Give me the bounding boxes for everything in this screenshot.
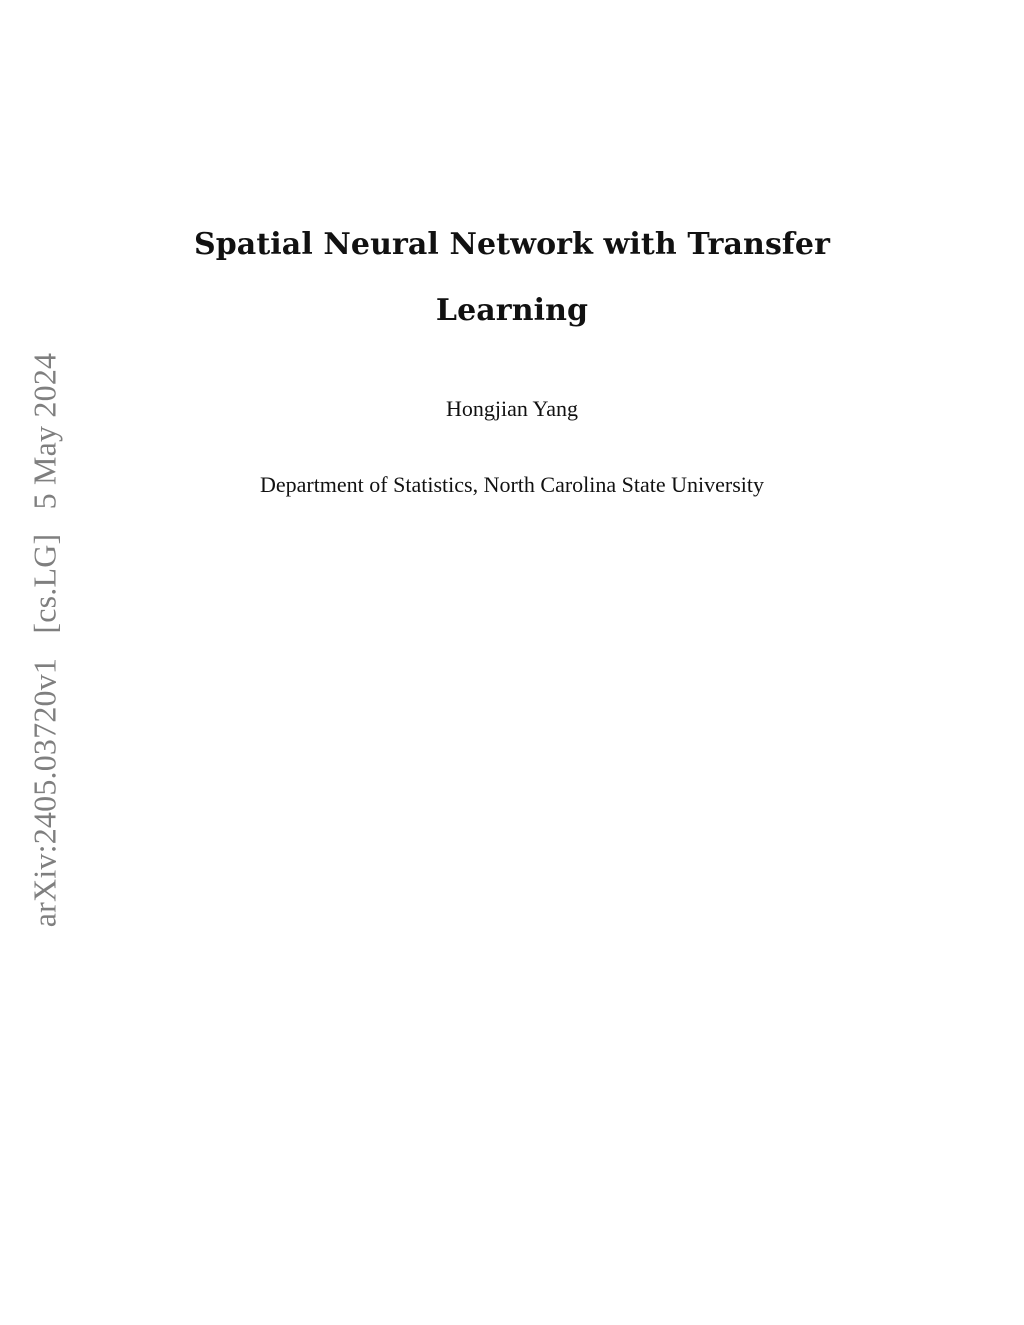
author-name: Hongjian Yang [445, 396, 578, 421]
title-line-2: Learning [435, 293, 589, 328]
paper-title [112, 212, 912, 344]
arxiv-date: 5 May 2024 [26, 352, 63, 510]
arxiv-sidebar-stamp [27, 353, 64, 927]
author-affiliation: Department of Statistics, North Carolina State University [259, 472, 765, 497]
arxiv-identifier: arXiv:2405.03720v1 [26, 657, 63, 928]
arxiv-category: [cs.LG] [26, 533, 63, 634]
title-line-1: Spatial Neural Network with Transfer [193, 227, 831, 262]
